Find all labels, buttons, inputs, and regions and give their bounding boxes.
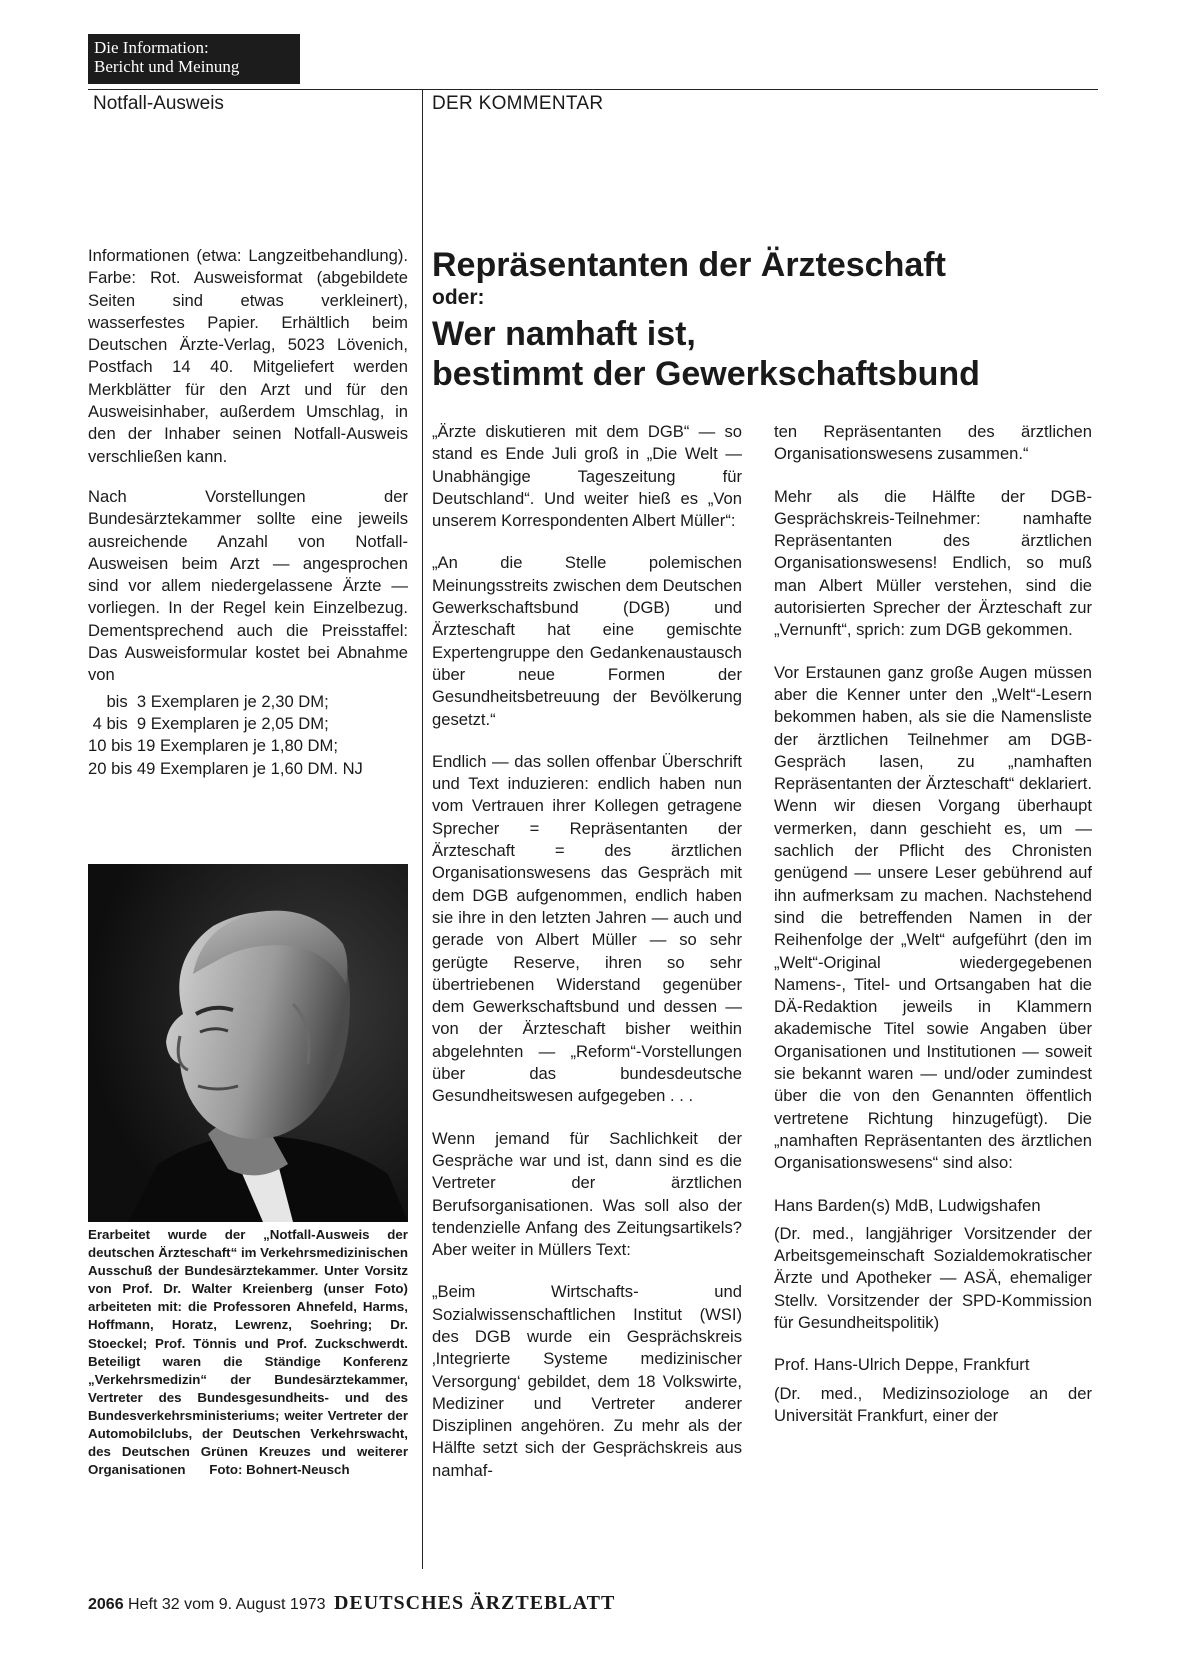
right-column (774, 421, 1092, 1447)
right-paragraph-3: Vor Erstaunen ganz große Augen müssen aber die Kenner unter den „Welt“-Lesern bekommen haben, als sie die Namensliste der ärztlichen Teilnehmer am DGB-Gespräch lasen, zu „namhaften Repräsentanten der Ärzteschaft“ deklariert. Wenn wir diesen Vorgang überhaupt vermerken, dann geschieht es, um — sachlich der Pflicht des Chronisten genügend — unsere Leser gebührend auf ihn aufmerksam zu machen. Nachstehend sind die betreffenden Namen in der Reihenfolge der „Welt“ aufgeführt (den im „Welt“-Original wiedergegebenen Namens-, Titel- und Ortsangaben hat die DÄ-Redaktion jeweils in Klammern akademische Titel sowie Angaben über Organisationen und Institutionen — soweit sie bekannt waren — und/oder zumindest über die von den Genannten öffentlich vertretene Richtung hinzugefügt). Die „namhaften Repräsentanten des ärztlichen Organisationswesens“ sind also: (774, 662, 1092, 1173)
middle-paragraph-5: „Beim Wirtschafts- und Sozialwissenschaftlichen Institut (WSI) des DGB wurde ein Gesprächskreis ‚Integrierte Systeme medizinischer Versorgung‘ gebildet, dem 18 Volkswirte, Mediziner und Vertreter anderer Disziplinen angehören. Zu mehr als der Hälfte setzt sich der Gesprächskreis aus namhaf- (432, 1282, 742, 1480)
left-paragraph-2: Nach Vorstellungen der Bundesärztekammer sollte eine jeweils ausreichende Anzahl von Notfall-Ausweisen beim Arzt — angesprochen sind vor allem niedergelassene Ärzte — vorliegen. In der Regel kein Einzelbezug. Dementsprechend auch die Preisstaffel: Das Ausweisformular kostet bei Abnahme von (88, 486, 408, 685)
page-number: 2066 (88, 1596, 124, 1613)
column-divider (422, 89, 423, 1569)
masthead: DEUTSCHES ÄRZTEBLATT (333, 1592, 616, 1614)
photo-caption (88, 1226, 408, 1479)
headline-main: Repräsentanten der Ärzteschaft (432, 246, 946, 284)
right-paragraph-6: Prof. Hans-Ulrich Deppe, Frankfurt (774, 1355, 1030, 1375)
middle-paragraph-2: „An die Stelle polemischen Meinungsstreits zwischen dem Deutschen Gewerkschaftsbund (DGB) und Ärzteschaft hat eine gemischte Expertengruppe den Gedankenaustausch über neue Formen der Gesundheitsbetreuung der Bevölkerung gesetzt.“ (432, 553, 742, 729)
headline-oder: oder: (432, 286, 485, 309)
section-header-box (88, 34, 300, 84)
page-footer (88, 1593, 615, 1615)
issue-info: Heft 32 vom 9. August 1973 (128, 1596, 326, 1613)
section-header-line2: Bericht und Meinung (94, 57, 240, 76)
middle-paragraph-3: Endlich — das sollen offenbar Überschrift und Text induzieren: endlich haben nun vom Vertrauen ihrer Kollegen getragene Sprecher = Repräsentanten der Ärzteschaft = des ärztlichen Organisationswesens das Gespräch mit dem DGB aufgenommen, endlich haben sie ihre in den letzten Jahren — auch und gerade von Albert Müller — so sehr gerügte Reserve, ihren so sehr übertriebenen Widerstand gegenüber dem Gewerkschaftsbund und dessen — von der Ärzteschaft bisher weithin abgelehnten — „Reform“-Vorstellungen über das bundesdeutsche Gesundheitswesen aufgegeben . . . (432, 751, 742, 1106)
left-section-label: Notfall-Ausweis (93, 93, 224, 114)
middle-column (432, 421, 742, 1502)
photo-credit: Foto: Bohnert-Neusch (209, 1462, 350, 1478)
right-section-label: DER KOMMENTAR (432, 93, 604, 114)
left-paragraph-1: Informationen (etwa: Langzeitbehandlung). Farbe: Rot. Ausweisformat (abgebildete Seiten sind etwas verkleinert), wasserfestes Papier. Erhältlich beim Deutschen Ärzte-Verlag, 5023 Lövenich, Postfach 14 40. Mitgeliefert werden Merkblätter für den Arzt und für den Ausweisinhaber, außerdem Umschlag, in den der Inhaber seinen Notfall-Ausweis verschließen kann. (88, 246, 408, 466)
article-headline (432, 244, 1092, 394)
right-paragraph-4: Hans Barden(s) MdB, Ludwigshafen (774, 1195, 1041, 1215)
price-list (88, 691, 408, 780)
headline-sub-1: Wer namhaft ist, (432, 315, 696, 353)
right-paragraph-7: (Dr. med., Medizinsoziologe an der Universität Frankfurt, einer der (774, 1383, 1092, 1425)
left-column (88, 245, 408, 780)
middle-paragraph-4: Wenn jemand für Sachlichkeit der Gespräche war und ist, dann sind es die Vertreter der ärztlichen Berufsorganisationen. Was soll also der tendenzielle Anfang des Zeitungsartikels? Aber weiter in Müllers Text: (432, 1128, 742, 1260)
headline-sub-2: bestimmt der Gewerkschaftsbund (432, 355, 980, 393)
right-paragraph-1: ten Repräsentanten des ärztlichen Organisationswesens zusammen.“ (774, 422, 1092, 464)
portrait-illustration (88, 864, 408, 1222)
price-row: bis 3 Exemplaren je 2,30 DM; (88, 691, 329, 711)
price-row: 4 bis 9 Exemplaren je 2,05 DM; (88, 713, 329, 733)
caption-text: Erarbeitet wurde der „Notfall-Ausweis der deutschen Ärzteschaft“ im Verkehrsmedizinischen Ausschuß der Bundesärztekammer. Unter Vorsitz von Prof. Dr. Walter Kreienberg (unser Foto) arbeiteten mit: die Professoren Ahnefeld, Harms, Hoffmann, Horatz, Lewrenz, Soehring; Dr. Stoeckel; Prof. Tönnis und Prof. Zuckschwerdt. Beteiligt waren die Ständige Konferenz „Verkehrsmedizin“ der Bundesärztekammer, Vertreter des Bundesgesundheits- und des Bundesverkehrsministeriums; weiter Vertreter der Automobilclubs, der Deutschen Verkehrswacht, des Deutschen Grünen Kreuzes und weiterer Organisationen (88, 1227, 408, 1478)
top-rule (88, 89, 1098, 90)
right-paragraph-5: (Dr. med., langjähriger Vorsitzender der Arbeitsgemeinschaft Sozialdemokratischer Ärzte und Apotheker — ASÄ, ehemaliger Stellv. Vorsitzender der SPD-Kommission für Gesundheitspolitik) (774, 1223, 1092, 1332)
price-row: 20 bis 49 Exemplaren je 1,60 DM. NJ (88, 758, 363, 778)
middle-paragraph-1: „Ärzte diskutieren mit dem DGB“ — so stand es Ende Juli groß in „Die Welt — Unabhängige Tageszeitung für Deutschland“. Und weiter hieß es „Von unserem Korrespondenten Albert Müller“: (432, 422, 742, 531)
section-header-line1: Die Information: (94, 38, 209, 57)
portrait-photo (88, 864, 408, 1222)
price-row: 10 bis 19 Exemplaren je 1,80 DM; (88, 736, 338, 756)
right-paragraph-2: Mehr als die Hälfte der DGB-Gesprächskreis-Teilnehmer: namhafte Repräsentanten des ärztlichen Organisationswesens! Endlich, so muß man Albert Müller verstehen, sind die autorisierten Sprecher der Ärzteschaft zur „Vernunft“, sprich: zum DGB gekommen. (774, 486, 1092, 640)
